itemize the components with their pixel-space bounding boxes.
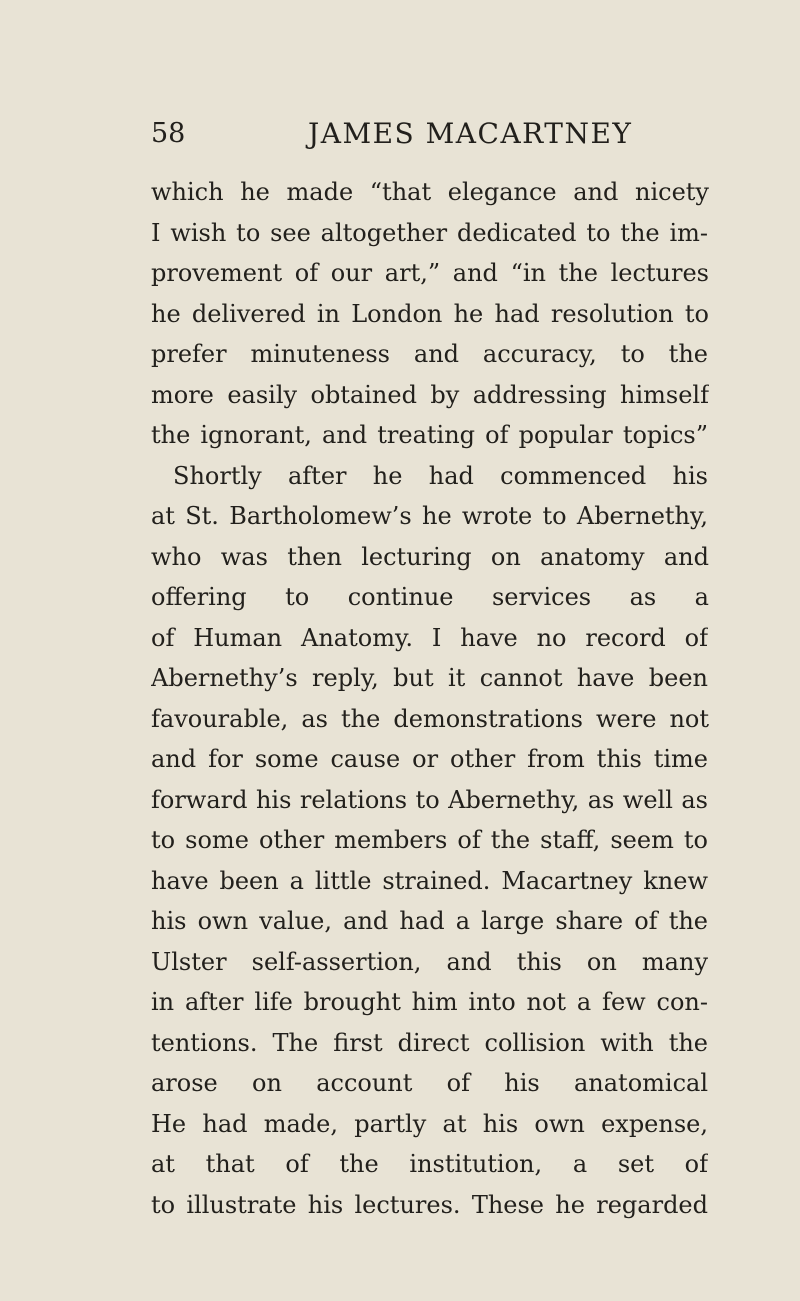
text-line: in after life brought him into not a few con- xyxy=(151,988,708,1016)
text-line: tentions. The first direct collision with the xyxy=(151,1028,708,1057)
text-line: of Human Anatomy. I have no record of xyxy=(151,623,708,652)
text-segment: the ignorant, and treating of popular topics” xyxy=(151,421,708,449)
text-line: arose on account of his anatomical xyxy=(151,1069,708,1097)
text-line: to some other members of the staff, seem to xyxy=(151,826,708,854)
text-line: at that of the institution, a set of xyxy=(151,1150,708,1178)
page-number: 58 xyxy=(151,118,186,149)
text-line: I wish to see altogether dedicated to the im- xyxy=(151,218,708,247)
text-line: Shortly after he had commenced his xyxy=(173,461,708,490)
text-line: have been a little strained. Macartney knew xyxy=(151,866,708,895)
text-line: He had made, partly at his own expense, xyxy=(151,1109,708,1138)
text-line: more easily obtained by addressing himself xyxy=(151,380,709,409)
text-line: forward his relations to Abernethy, as well as xyxy=(151,785,708,814)
text-line: provement of our art,” and “in the lectures xyxy=(151,259,709,287)
text-line xyxy=(151,419,708,451)
text-line: favourable, as the demonstrations were not xyxy=(151,704,709,733)
text-line: prefer minuteness and accuracy, to the xyxy=(151,340,708,368)
page-header xyxy=(151,114,711,154)
text-line: he delivered in London he had resolution to xyxy=(151,299,709,328)
text-line: Ulster self-assertion, and this on many xyxy=(151,947,708,976)
text-line: at St. Bartholomew’s he wrote to Abernethy, xyxy=(151,502,708,530)
text-line: and for some cause or other from this time xyxy=(151,745,708,773)
text-line: to illustrate his lectures. These he regarded xyxy=(151,1190,708,1219)
text-line: offering to continue services as a xyxy=(151,583,709,611)
text-line: his own value, and had a large share of the xyxy=(151,907,708,935)
running-head: JAMES MACARTNEY xyxy=(308,117,633,150)
text-line: which he made “that elegance and nicety xyxy=(151,178,709,206)
text-line: Abernethy’s reply, but it cannot have been xyxy=(151,664,708,692)
text-line: who was then lecturing on anatomy and xyxy=(151,542,709,571)
